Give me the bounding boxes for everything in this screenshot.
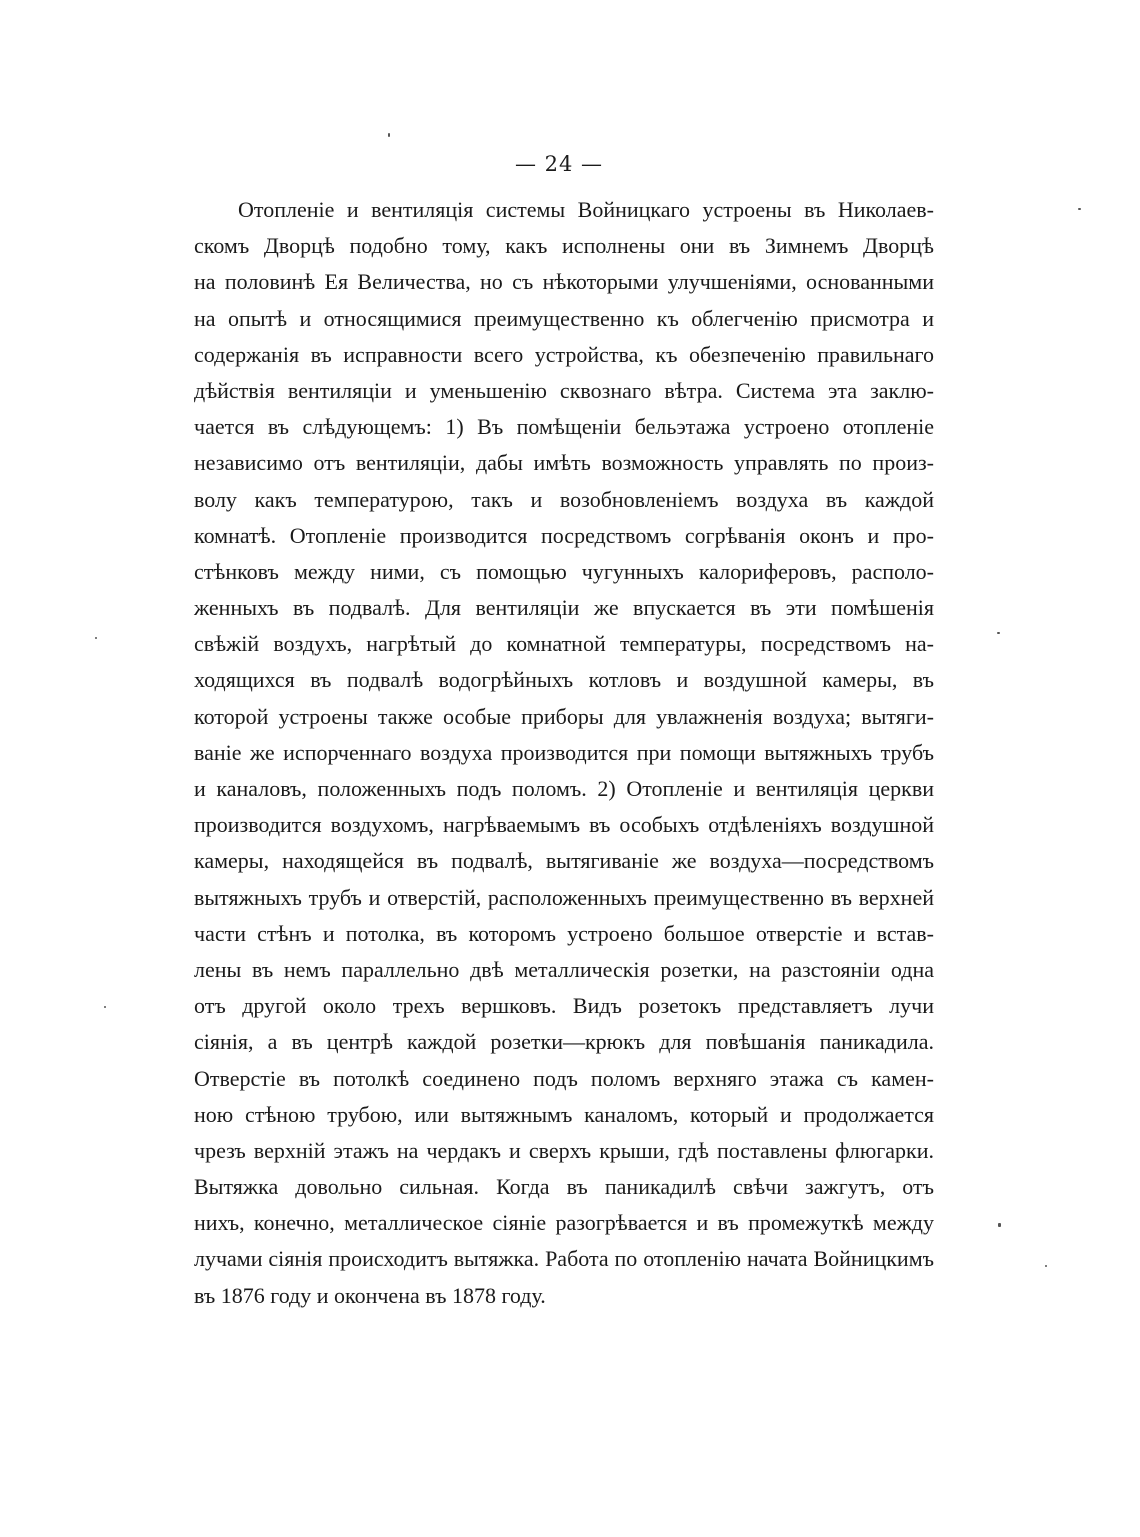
text-line: на опытѣ и относящимися преимущественно къ облегченію присмотра и [194,305,934,331]
scan-speck [104,1006,106,1008]
text-line: чается въ слѣдующемъ: 1) Въ помѣщеніи бельэтажа устроено отопленіе [194,414,934,440]
text-line: ною стѣною трубою, или вытяжнымъ каналомъ, который и продолжается [194,1101,934,1127]
text-line: камеры, находящейся въ подвалѣ, вытягиваніе же воздуха—посредствомъ [194,848,934,874]
text-line: лучами сіянія происходитъ вытяжка. Работа по отопленію начата Войницкимъ [194,1246,934,1272]
scan-speck [388,133,390,137]
page-number: — 24 — [514,152,604,176]
text-line: содержанія въ исправности всего устройства, къ обезпеченію правильнаго [194,341,934,367]
text-line: стѣнковъ между ними, съ помощью чугунныхъ калориферовъ, располо- [194,558,934,584]
text-line: отъ другой около трехъ вершковъ. Видъ розетокъ представляетъ лучи [194,993,934,1019]
text-line: Вытяжка довольно сильная. Когда въ паникадилѣ свѣчи зажгутъ, отъ [194,1174,934,1200]
text-line: Отверстіе въ потолкѣ соединено подъ поломъ верхняго этажа съ камен- [194,1065,934,1091]
text-line: которой устроены также особые приборы для увлажненія воздуха; вытяги- [194,703,934,729]
text-line: чрезъ верхній этажъ на чердакъ и сверхъ крыши, гдѣ поставлены флюгарки. [194,1137,934,1163]
text-line: Отопленіе и вентиляція системы Войницкаго устроены въ Николаев- [238,197,934,222]
text-line: ходящихся въ подвалѣ водогрѣйныхъ котловъ и воздушной камеры, въ [194,667,934,693]
text-line: комнатѣ. Отопленіе производится посредствомъ согрѣванія оконъ и про- [194,522,934,548]
text-line: лены въ немъ параллельно двѣ металлическія розетки, на разстояніи одна [194,956,934,982]
text-line: производится воздухомъ, нагрѣваемымъ въ особыхъ отдѣленіяхъ воздушной [194,812,934,838]
body-paragraph [194,192,934,1314]
text-line: женныхъ въ подвалѣ. Для вентиляціи же впускается въ эти помѣшенія [194,595,934,621]
text-line: вытяжныхъ трубъ и отверстій, расположенныхъ преимущественно въ верхней [194,884,934,910]
text-line: сіянія, а въ центрѣ каждой розетки—крюкъ для повѣшанія паникадила. [194,1029,934,1055]
text-line: независимо отъ вентиляціи, дабы имѣть возможность управлять по произ- [194,450,934,476]
text-line: на половинѣ Ея Величества, но съ нѣкоторыми улучшеніями, основанными [194,269,934,295]
text-line: волу какъ температурою, такъ и возобновленіемъ воздуха въ каждой [194,486,934,512]
text-line: ваніе же испорченнаго воздуха производится при помощи вытяжныхъ трубъ [194,739,934,765]
text-line: и каналовъ, положенныхъ подъ поломъ. 2) Отопленіе и вентиляція церкви [194,776,934,801]
scan-speck [1078,208,1081,210]
scan-speck [997,632,1000,634]
text-line: нихъ, конечно, металлическое сіяніе разогрѣвается и въ промежуткѣ между [194,1210,934,1236]
text-line: скомъ Дворцѣ подобно тому, какъ исполнены они въ Зимнемъ Дворцѣ [194,233,934,259]
text-line: части стѣнъ и потолка, въ которомъ устроено большое отверстіе и встав- [194,920,934,946]
text-line: дѣйствія вентиляціи и уменьшенію сквознаго вѣтра. Система эта заклю- [194,377,934,403]
scan-speck [1045,1265,1047,1267]
text-line-last: въ 1876 году и окончена въ 1878 году. [194,1282,546,1308]
text-line: свѣжій воздухъ, нагрѣтый до комнатной температуры, посредствомъ на- [194,631,934,657]
scan-speck [95,637,97,639]
scan-speck [998,1223,1001,1227]
